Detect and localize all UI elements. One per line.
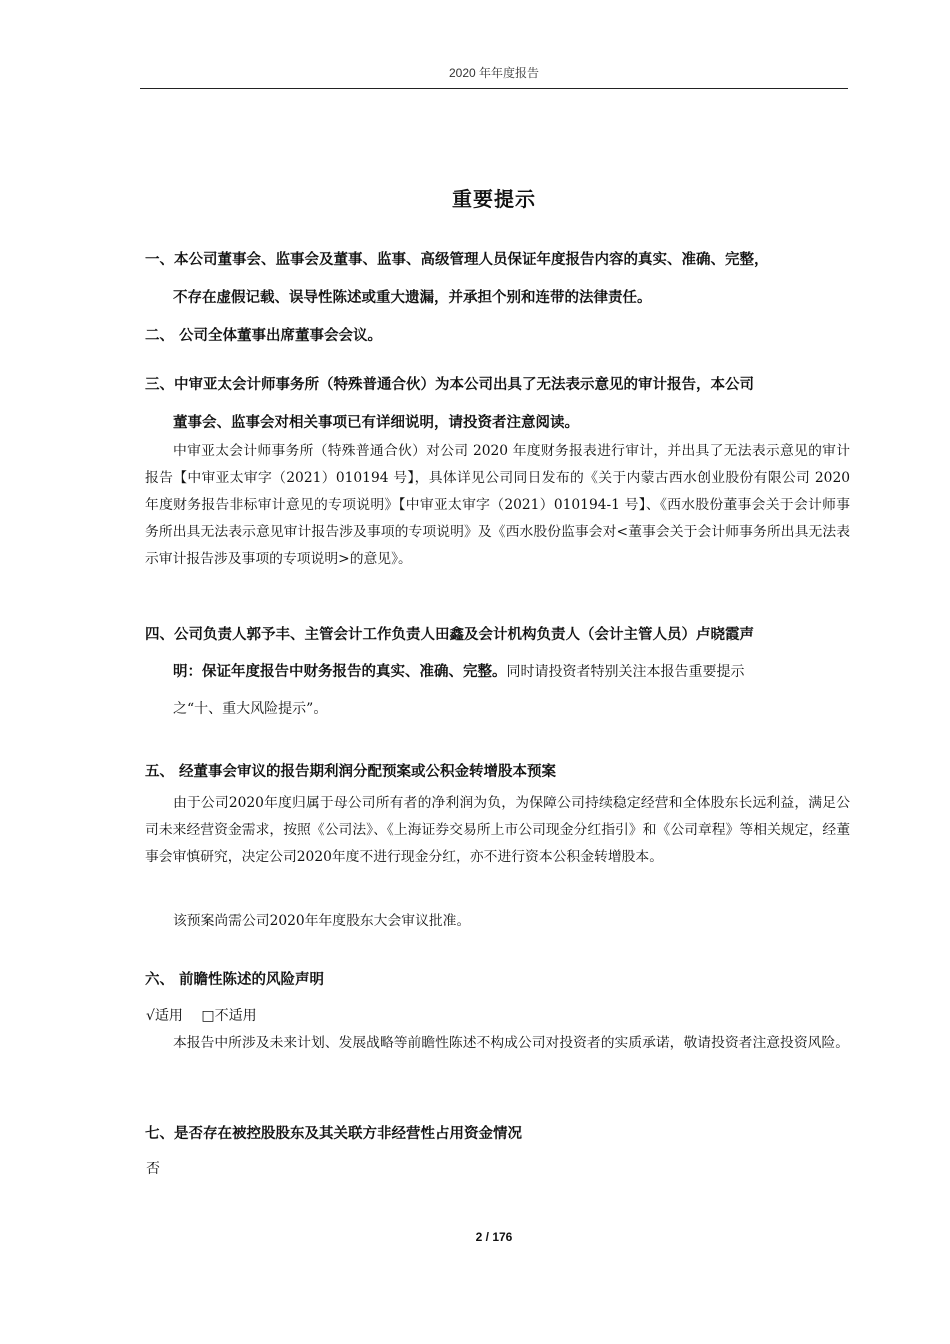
section-2-heading: 二、 公司全体董事出席董事会会议。	[145, 328, 383, 344]
section-4-line2	[173, 662, 745, 682]
section-4-line2-bold: 明：保证年度报告中财务报告的真实、准确、完整。	[173, 664, 507, 680]
section-4-line3: 之“十、重大风险提示”。	[173, 701, 328, 717]
section-3-body: 中审亚太会计师事务所（特殊普通合伙）对公司 2020 年度财务报表进行审计，并出具了无法表示意见的审计报告【中审亚太审字（2021）010194 号】，具体详见公司同日发布的《关于内蒙古西水创业股份有限公司 2020 年度财务报告非标审计意见的专项说明》【中审亚太审字（2021）010194-1 号】、《西水股份董事会关于会计师事务所出具无法表示意见审计报告涉及事项的专项说明》及《西水股份监事会对<董事会关于会计师事务所出具无法表示审计报告涉及事项的专项说明>的意见》。	[145, 443, 850, 567]
section-6-heading: 六、 前瞻性陈述的风险声明	[145, 972, 325, 988]
section-5-heading: 五、 经董事会审议的报告期利润分配预案或公积金转增股本预案	[145, 764, 557, 780]
section-7-heading: 七、是否存在被控股股东及其关联方非经营性占用资金情况	[145, 1126, 522, 1142]
section-4-heading-line1: 四、公司负责人郭予丰、主管会计工作负责人田鑫及会计机构负责人（会计主管人员）卢晓霞声	[145, 627, 754, 643]
running-header: 2020 年年度报告	[448, 66, 540, 80]
header-divider	[140, 88, 848, 89]
section-5-body: 由于公司2020年度归属于母公司所有者的净利润为负，为保障公司持续稳定经营和全体股东长远利益，满足公司未来经营资金需求，按照《公司法》、《上海证券交易所上市公司现金分红指引》和《公司章程》等相关规定，经董事会审慎研究，决定公司2020年度不进行现金分红，亦不进行资本公积金转增股本。	[145, 795, 850, 865]
option-not-applicable: □不适用	[201, 1008, 257, 1024]
page-title: 重要提示	[452, 187, 536, 211]
section-1-heading-line2: 不存在虚假记载、误导性陈述或重大遗漏，并承担个别和连带的法律责任。	[173, 290, 652, 306]
section-5-note: 该预案尚需公司2020年年度股东大会审议批准。	[173, 913, 471, 929]
section-7-answer: 否	[146, 1161, 160, 1177]
section-6-body: 本报告中所涉及未来计划、发展战略等前瞻性陈述不构成公司对投资者的实质承诺，敬请投资者注意投资风险。	[173, 1035, 850, 1051]
section-1-heading-line1: 一、本公司董事会、监事会及董事、监事、高级管理人员保证年度报告内容的真实、准确、完整，	[145, 252, 769, 268]
section-4-line2-normal: 同时请投资者特别关注本报告重要提示	[506, 664, 745, 680]
page-number: 2 / 176	[475, 1230, 513, 1244]
section-3-heading-line1: 三、中审亚太会计师事务所（特殊普通合伙）为本公司出具了无法表示意见的审计报告，本公司	[145, 377, 754, 393]
section-6-options	[146, 1006, 271, 1026]
section-3-heading-line2: 董事会、监事会对相关事项已有详细说明，请投资者注意阅读。	[173, 415, 579, 431]
option-applicable-checked: √适用	[146, 1008, 183, 1024]
